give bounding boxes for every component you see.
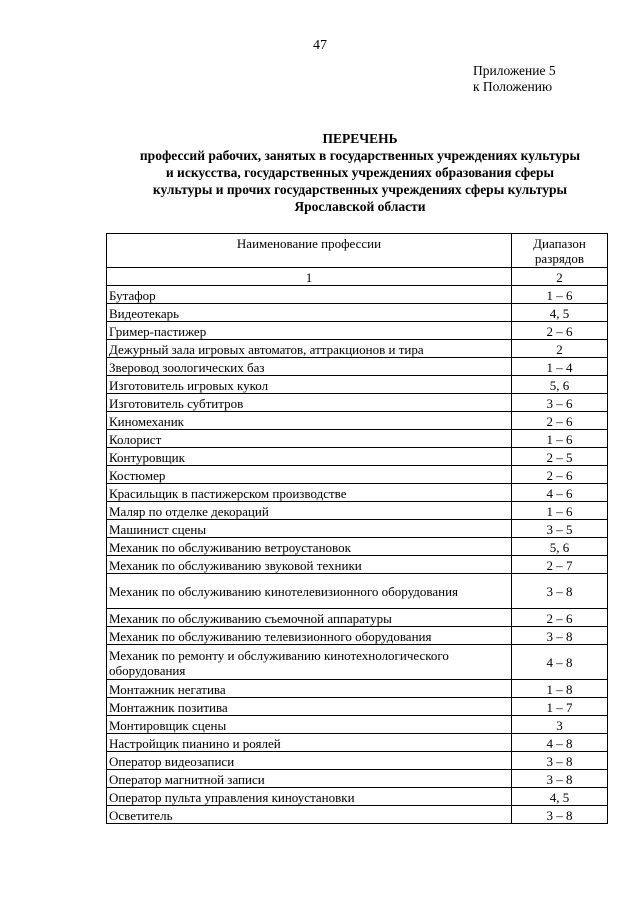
table-row xyxy=(107,286,608,304)
grade-range: 1 – 7 xyxy=(512,698,608,716)
table-row xyxy=(107,716,608,734)
profession-name: Механик по обслуживанию ветроустановок xyxy=(107,538,512,556)
grade-range: 4 – 8 xyxy=(512,734,608,752)
table-row xyxy=(107,698,608,716)
table-row xyxy=(107,376,608,394)
title-line-1: профессий рабочих, занятых в государственных учреждениях культуры xyxy=(139,148,581,163)
table-row xyxy=(107,556,608,574)
grade-range: 3 – 8 xyxy=(512,806,608,824)
grade-range: 4, 5 xyxy=(512,304,608,322)
table-row xyxy=(107,340,608,358)
title-line-3: культуры и прочих государственных учреждениях сферы культуры xyxy=(152,182,568,197)
table-row xyxy=(107,358,608,376)
grade-range: 2 – 6 xyxy=(512,412,608,430)
table-row xyxy=(107,788,608,806)
profession-name: Костюмер xyxy=(107,466,512,484)
table-row xyxy=(107,645,608,680)
table-row xyxy=(107,412,608,430)
grade-range: 4, 5 xyxy=(512,788,608,806)
header-name: Наименование профессии xyxy=(107,234,512,268)
profession-name: Оператор пульта управления киноустановки xyxy=(107,788,512,806)
grade-range: 2 – 6 xyxy=(512,466,608,484)
grade-range: 5, 6 xyxy=(512,376,608,394)
column-number-row xyxy=(107,268,608,286)
profession-name: Осветитель xyxy=(107,806,512,824)
profession-name: Контуровщик xyxy=(107,448,512,466)
table-row xyxy=(107,752,608,770)
grade-range: 3 – 5 xyxy=(512,520,608,538)
profession-name: Монтажник негатива xyxy=(107,680,512,698)
table-row xyxy=(107,448,608,466)
grade-range: 1 – 4 xyxy=(512,358,608,376)
grade-range: 5, 6 xyxy=(512,538,608,556)
grade-range: 3 – 8 xyxy=(512,574,608,609)
profession-name: Оператор видеозаписи xyxy=(107,752,512,770)
title-line-4: Ярославской области xyxy=(294,199,426,214)
table-row xyxy=(107,627,608,645)
table-header-row xyxy=(107,234,608,268)
professions-table xyxy=(106,233,608,824)
grade-range: 1 – 8 xyxy=(512,680,608,698)
profession-name: Красильщик в пастижерском производстве xyxy=(107,484,512,502)
page-number: 47 xyxy=(313,38,327,53)
grade-range: 2 – 6 xyxy=(512,322,608,340)
profession-name: Машинист сцены xyxy=(107,520,512,538)
table-row xyxy=(107,520,608,538)
document-title xyxy=(100,130,620,215)
profession-name: Колорист xyxy=(107,430,512,448)
profession-name: Механик по обслуживанию съемочной аппаратуры xyxy=(107,609,512,627)
profession-name: Зверовод зоологических баз xyxy=(107,358,512,376)
title-line-2: и искусства, государственных учреждениях образования сферы xyxy=(165,165,555,180)
appendix-note xyxy=(473,63,556,95)
profession-name: Настройщик пианино и роялей xyxy=(107,734,512,752)
profession-name: Бутафор xyxy=(107,286,512,304)
grade-range: 1 – 6 xyxy=(512,430,608,448)
profession-name: Механик по обслуживанию звуковой техники xyxy=(107,556,512,574)
table-row xyxy=(107,806,608,824)
profession-name: Механик по обслуживанию кинотелевизионного оборудования xyxy=(107,574,512,609)
grade-range: 3 xyxy=(512,716,608,734)
grade-range: 2 xyxy=(512,340,608,358)
table-row xyxy=(107,680,608,698)
profession-name: Маляр по отделке декораций xyxy=(107,502,512,520)
profession-name: Видеотекарь xyxy=(107,304,512,322)
table-row xyxy=(107,484,608,502)
table-row xyxy=(107,574,608,609)
grade-range: 4 – 6 xyxy=(512,484,608,502)
table-row xyxy=(107,322,608,340)
grade-range: 2 – 7 xyxy=(512,556,608,574)
title-heading: ПЕРЕЧЕНЬ xyxy=(322,131,398,146)
profession-name: Механик по обслуживанию телевизионного оборудования xyxy=(107,627,512,645)
header-range-line-2: разрядов xyxy=(534,251,585,266)
grade-range: 1 – 6 xyxy=(512,286,608,304)
grade-range: 2 – 5 xyxy=(512,448,608,466)
profession-name: Монтажник позитива xyxy=(107,698,512,716)
table-row xyxy=(107,466,608,484)
profession-name: Монтировщик сцены xyxy=(107,716,512,734)
appendix-line-1: Приложение 5 xyxy=(473,63,556,78)
profession-name: Дежурный зала игровых автоматов, аттракционов и тира xyxy=(107,340,512,358)
grade-range: 3 – 8 xyxy=(512,770,608,788)
grade-range: 3 – 8 xyxy=(512,752,608,770)
table-row xyxy=(107,430,608,448)
table-row xyxy=(107,502,608,520)
table-body xyxy=(107,286,608,824)
profession-name: Гример-пастижер xyxy=(107,322,512,340)
profession-name: Механик по ремонту и обслуживанию кинотехнологического оборудования xyxy=(107,645,512,680)
column-number-2: 2 xyxy=(512,268,608,286)
header-range-line-1: Диапазон xyxy=(533,236,586,251)
profession-name: Оператор магнитной записи xyxy=(107,770,512,788)
grade-range: 3 – 6 xyxy=(512,394,608,412)
column-number-1: 1 xyxy=(107,268,512,286)
table-row xyxy=(107,609,608,627)
grade-range: 1 – 6 xyxy=(512,502,608,520)
appendix-line-2: к Положению xyxy=(473,79,553,94)
table-row xyxy=(107,394,608,412)
grade-range: 3 – 8 xyxy=(512,627,608,645)
profession-name: Киномеханик xyxy=(107,412,512,430)
table-row xyxy=(107,770,608,788)
grade-range: 4 – 8 xyxy=(512,645,608,680)
profession-name: Изготовитель субтитров xyxy=(107,394,512,412)
header-range xyxy=(512,234,608,268)
table-row xyxy=(107,538,608,556)
table-row xyxy=(107,304,608,322)
grade-range: 2 – 6 xyxy=(512,609,608,627)
table-row xyxy=(107,734,608,752)
profession-name: Изготовитель игровых кукол xyxy=(107,376,512,394)
